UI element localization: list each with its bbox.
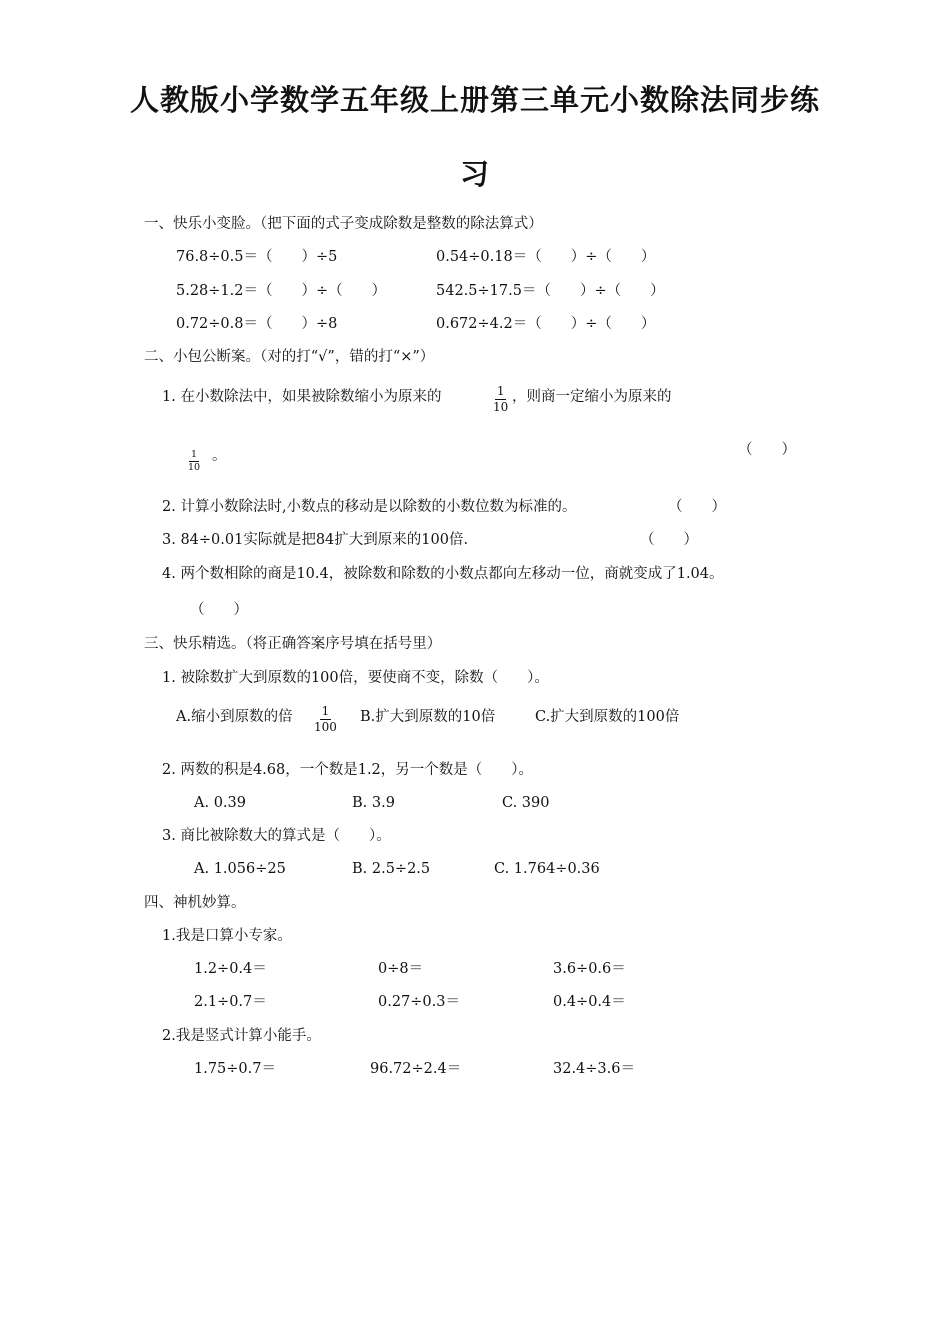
s4-p1-r1-c1: 1.2÷0.4＝ (194, 961, 267, 977)
s2-q1-fraction2 (188, 450, 200, 473)
s3-q2-option-c: C. 390 (502, 795, 550, 811)
section3-heading: 三、快乐精选。（将正确答案序号填在括号里） (144, 636, 442, 652)
s3-q2-option-a: A. 0.39 (194, 795, 246, 811)
s2-q4-text: 4. 两个数相除的商是10.4，被除数和除数的小数点都向左移动一位，商就变成了1.04。 (162, 566, 724, 582)
s3-q2-text: 2. 两数的积是4.68，一个数是1.2，另一个数是（ ）。 (162, 762, 534, 778)
s4-p2-c3: 32.4÷3.6＝ (553, 1061, 635, 1077)
s2-q1-fraction (493, 385, 508, 414)
fraction-numerator: 1 (321, 704, 330, 718)
s4-p2-c1: 1.75÷0.7＝ (194, 1061, 276, 1077)
s4-part1-title: 1.我是口算小专家。 (162, 928, 292, 944)
s2-q3-answer-paren: （ ） (640, 532, 698, 548)
s4-p2-c2: 96.72÷2.4＝ (370, 1061, 462, 1077)
s3-q3-option-a: A. 1.056÷25 (194, 861, 286, 877)
s1-r2-left: 5.28÷1.2＝（ ）÷（ ） (176, 283, 387, 299)
s3-q3-text: 3. 商比被除数大的算式是（ ）。 (162, 828, 391, 844)
s4-part2-title: 2.我是竖式计算小能手。 (162, 1028, 321, 1044)
s3-q1-option-a: A.缩小到原数的倍 (176, 709, 293, 725)
s3-q2-option-b: B. 3.9 (352, 795, 395, 811)
s3-q3-option-b: B. 2.5÷2.5 (352, 861, 431, 877)
s3-q1-option-c: C.扩大到原数的100倍 (535, 709, 680, 725)
s3-q3-option-c: C. 1.764÷0.36 (494, 861, 600, 877)
s2-q1-end: 。 (212, 448, 227, 464)
fraction-numerator: 1 (496, 384, 505, 398)
s1-r3-left: 0.72÷0.8＝（ ）÷8 (176, 316, 338, 332)
s1-r3-right: 0.672÷4.2＝（ ）÷（ ） (436, 316, 656, 332)
s4-p1-r1-c3: 3.6÷0.6＝ (553, 961, 626, 977)
section1-heading: 一、快乐小变脸。（把下面的式子变成除数是整数的除法算式） (144, 216, 543, 232)
fraction-denominator: 100 (314, 720, 337, 734)
s1-r1-left: 76.8÷0.5＝（ ）÷5 (176, 249, 338, 265)
section4-heading: 四、神机妙算。 (144, 895, 246, 911)
fraction-numerator: 1 (191, 449, 198, 460)
s3-q1-text: 1. 被除数扩大到原数的100倍，要使商不变，除数（ ）。 (162, 670, 549, 686)
s2-q4-answer-paren: （ ） (190, 602, 248, 618)
s2-q1-text2: ，则商一定缩小为原来的 (512, 389, 672, 405)
s2-q3-text: 3. 84÷0.01实际就是把84扩大到原来的100倍. (162, 532, 469, 548)
s1-r1-right: 0.54÷0.18＝（ ）÷（ ） (436, 249, 656, 265)
s1-r2-right: 542.5÷17.5＝（ ）÷（ ） (436, 283, 665, 299)
section2-heading: 二、小包公断案。（对的打“√”，错的打“×”） (144, 349, 435, 365)
s4-p1-r2-c1: 2.1÷0.7＝ (194, 994, 267, 1010)
s3-q1-option-b: B.扩大到原数的10倍 (360, 709, 496, 725)
s2-q2-text: 2. 计算小数除法时,小数点的移动是以除数的小数位数为标准的。 (162, 499, 577, 515)
s3-q1-option-a-fraction (314, 705, 337, 734)
s2-q1-text: 1. 在小数除法中，如果被除数缩小为原来的 (162, 389, 442, 405)
s4-p1-r2-c2: 0.27÷0.3＝ (378, 994, 460, 1010)
page-title-line2: 习 (459, 157, 490, 191)
page-title-line1: 人教版小学数学五年级上册第三单元小数除法同步练 (129, 83, 820, 117)
fraction-denominator: 10 (188, 462, 201, 473)
s4-p1-r2-c3: 0.4÷0.4＝ (553, 994, 626, 1010)
s4-p1-r1-c2: 0÷8＝ (378, 961, 424, 977)
fraction-denominator: 10 (493, 400, 509, 414)
s2-q1-answer-paren: （ ） (738, 442, 796, 458)
s2-q2-answer-paren: （ ） (668, 499, 726, 515)
